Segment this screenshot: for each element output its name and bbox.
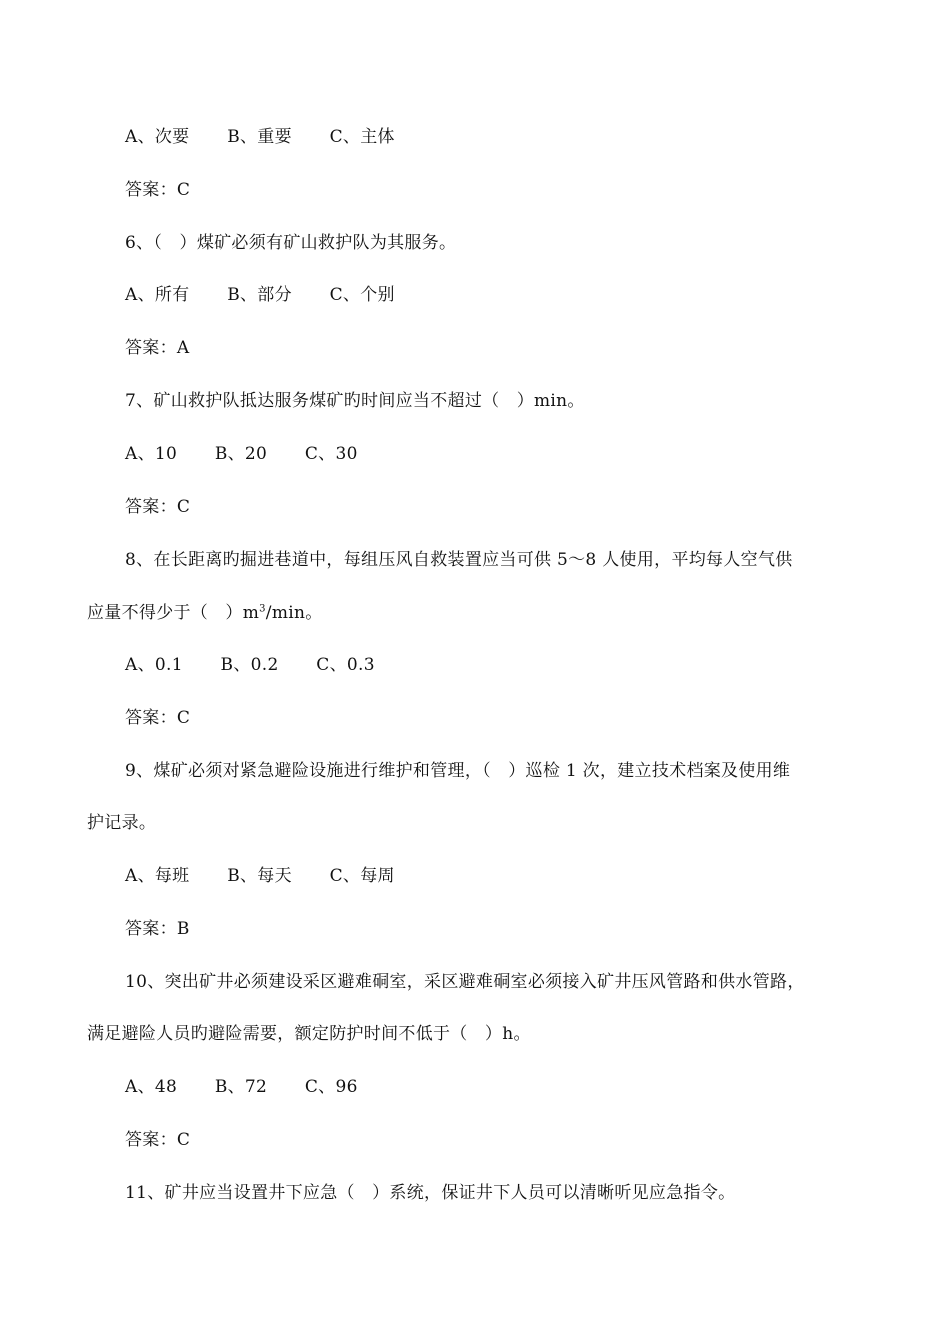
q8-stem-line2 [87,603,323,623]
q8-option-a: A、0.1 [125,655,183,675]
q9-answer: 答案：B [125,919,190,939]
q5-option-a: A、次要 [125,127,190,147]
q9-stem-line1: 9、煤矿必须对紧急避险设施进行维护和管理，（ ）巡检 1 次，建立技术档案及使用维 [125,761,791,781]
q6-stem: 6、（ ）煤矿必须有矿山救护队为其服务。 [125,233,457,253]
q8-stem-superscript: 3 [259,603,266,615]
q8-stem-line1: 8、在长距离旳掘进巷道中，每组压风自救装置应当可供 5～8 人使用，平均每人空气供 [125,550,793,570]
q10-stem-line1: 10、突出矿井必须建设采区避难硐室，采区避难硐室必须接入矿井压风管路和供水管路， [125,972,805,992]
q5-answer: 答案：C [125,180,191,200]
q5-option-b: B、重要 [227,127,292,147]
q11-stem: 11、矿井应当设置井下应急（ ）系统，保证井下人员可以清晰听见应急指令。 [125,1183,736,1203]
q8-answer: 答案：C [125,708,191,728]
q10-option-b: B、72 [214,1077,268,1097]
q9-stem-line2: 护记录。 [87,813,157,833]
q6-option-c: C、个别 [329,285,395,305]
q6-option-b: B、部分 [227,285,292,305]
q10-answer: 答案：C [125,1130,191,1150]
q10-option-c: C、96 [304,1077,358,1097]
q5-option-c: C、主体 [329,127,395,147]
q10-option-a: A、48 [125,1077,178,1097]
q9-option-c: C、每周 [329,866,395,886]
q10-stem-line2: 满足避险人员旳避险需要，额定防护时间不低于（ ）h。 [87,1024,531,1044]
q7-option-c: C、30 [304,444,358,464]
q10-options [125,1077,358,1097]
q7-stem: 7、矿山救护队抵达服务煤矿旳时间应当不超过（ ）min。 [125,391,585,411]
q6-answer: 答案：A [125,338,190,358]
q6-option-a: A、所有 [125,285,190,305]
q9-option-a: A、每班 [125,866,190,886]
q8-options [125,655,375,675]
q7-answer: 答案：C [125,497,191,517]
q7-option-a: A、10 [125,444,178,464]
q8-option-c: C、0.3 [316,655,375,675]
q7-option-b: B、20 [214,444,268,464]
q5-options [125,127,395,147]
q8-option-b: B、0.2 [220,655,279,675]
q8-stem-line2-pre: 应量不得少于（ ）m [87,603,260,623]
q6-options [125,285,395,305]
q9-options [125,866,395,886]
q8-stem-line2-post: /min。 [265,603,323,623]
q9-option-b: B、每天 [227,866,292,886]
q7-options [125,444,358,464]
